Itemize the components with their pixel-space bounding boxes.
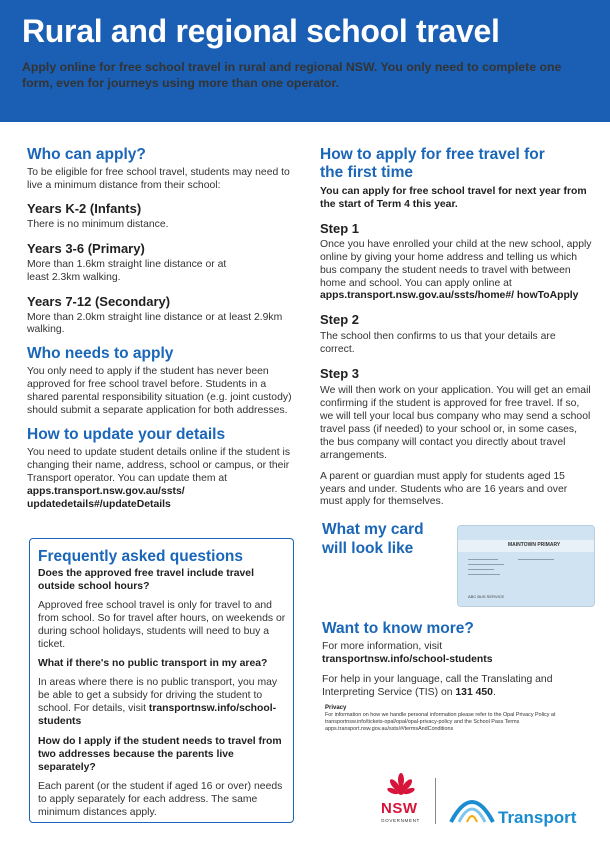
step-3-text: We will then work on your application. You will get an email confirming if the student is approved for free travel. If so, we will tell your local bus company who may send a school travel pass (if needed) to your school or, in some cases, the bus company will contact you directly about travel arrangements. bbox=[320, 385, 591, 461]
page-subtitle: Apply online for free school travel in rural and regional NSW. You only need to complete one form, even for journeys using more than one operator. bbox=[22, 60, 562, 90]
header-banner bbox=[0, 0, 610, 122]
step-1-link[interactable]: apps.transport.nsw.gov.au/ssts/home#/ howToApply bbox=[320, 290, 579, 302]
faq-heading: Frequently asked questions bbox=[38, 548, 243, 565]
tis-phone[interactable]: 131 450 bbox=[455, 686, 493, 698]
card-line bbox=[518, 559, 554, 560]
privacy-text: For information on how we handle personal information please refer to the Opal Privacy Policy at transportnsw.info/tickets-opal/opal/opal-privacy-policy and the School Pass Terms apps.transport.nsw.gov.au/ssts/#/termsAndConditions bbox=[325, 712, 556, 732]
faq-question-1: Does the approved free travel include travel outside school hours? bbox=[38, 568, 254, 592]
faq-answer-2 bbox=[38, 677, 286, 729]
privacy-heading: Privacy bbox=[325, 705, 347, 711]
group-secondary-text: More than 2.0km straight line distance or at least 2.9km walking. bbox=[27, 311, 283, 336]
step-1-body: Once you have enrolled your child at the new school, apply online by giving your home address and telling us which bus company the student needs to travel with between home and school. You can apply online at bbox=[320, 238, 592, 289]
sample-card-image bbox=[457, 525, 595, 607]
group-primary-title: Years 3-6 (Primary) bbox=[27, 240, 145, 256]
step-3-title: Step 3 bbox=[320, 366, 360, 382]
step-1-title: Step 1 bbox=[320, 220, 360, 236]
left-column bbox=[27, 146, 297, 512]
logo-divider bbox=[435, 778, 436, 824]
how-to-apply-heading: How to apply for free travel for the first time bbox=[320, 146, 545, 181]
page-title: Rural and regional school travel bbox=[22, 13, 500, 49]
group-primary-text: More than 1.6km straight line distance or at least 2.3km walking. bbox=[27, 258, 227, 283]
more-help bbox=[322, 674, 597, 700]
faq-answer-2-body: In areas where there is no public transport, you may be able to get a subsidy for driving the student to school. For details, visit bbox=[38, 677, 278, 715]
nsw-logo-text: NSW bbox=[381, 800, 418, 817]
card-line bbox=[468, 564, 504, 565]
privacy-section bbox=[325, 704, 595, 733]
faq-answer-3: Each parent (or the student if aged 16 or over) needs to apply separately for each address. The same minimum distances apply. bbox=[38, 780, 283, 818]
who-needs-heading: Who needs to apply bbox=[27, 345, 174, 363]
step-2-title: Step 2 bbox=[320, 312, 360, 328]
faq-answer-2-link[interactable]: transportnsw.info/school-students bbox=[38, 703, 277, 728]
update-text bbox=[27, 447, 297, 512]
more-info: For more information, visit bbox=[322, 641, 443, 652]
who-can-apply-heading: Who can apply? bbox=[27, 146, 146, 163]
more-section bbox=[322, 620, 597, 700]
faq-question-2: What if there's no public transport in my area? bbox=[38, 658, 268, 670]
more-help-body: For help in your language, call the Translating and Interpreting Service (TIS) on bbox=[322, 673, 553, 698]
faq-question-3: How do I apply if the student needs to travel from two addresses because the parents live separately? bbox=[38, 735, 282, 773]
more-help-end: . bbox=[492, 686, 496, 698]
transport-logo-text: Transport bbox=[498, 808, 577, 827]
nsw-government-text: GOVERNMENT bbox=[381, 818, 420, 823]
waratah-logo-icon bbox=[387, 772, 415, 800]
transport-logo-icon bbox=[447, 782, 497, 826]
logos bbox=[375, 770, 595, 830]
who-needs-text: You only need to apply if the student has never been approved for free school travel before. Students in a shared parental responsibility situation (e.g. joint custody) should submit a separate application for both addresses. bbox=[27, 366, 292, 417]
faq-answer-1: Approved free school travel is only for travel to and from school. So for travel after hours, on weekends or during school holidays, students will need to buy a ticket. bbox=[38, 599, 286, 650]
more-link[interactable]: transportnsw.info/school-students bbox=[322, 653, 493, 665]
card-school: MAINTOWN PRIMARY bbox=[508, 542, 561, 548]
group-secondary-title: Years 7-12 (Secondary) bbox=[27, 293, 171, 309]
right-column bbox=[320, 146, 592, 509]
card-heading: What my card will look like bbox=[322, 521, 424, 557]
step-2-text: The school then confirms to us that your details are correct. bbox=[320, 331, 556, 356]
more-heading: Want to know more? bbox=[322, 620, 474, 637]
card-line bbox=[468, 559, 498, 560]
how-to-apply-intro: You can apply for free school travel for next year from the start of Term 4 this year. bbox=[320, 186, 587, 210]
update-link[interactable]: apps.transport.nsw.gov.au/ssts/ updatedetails#/updateDetails bbox=[27, 485, 185, 510]
update-heading: How to update your details bbox=[27, 425, 226, 443]
who-can-apply-intro: To be eligible for free school travel, students may need to live a minimum distance from their school: bbox=[27, 167, 290, 191]
age-note: A parent or guardian must apply for students aged 15 years and under. Students who are 16 years and over must apply for themselves. bbox=[320, 470, 568, 508]
faq-box bbox=[29, 538, 294, 823]
card-operator: ABC BUS SERVICE bbox=[468, 594, 505, 599]
card-line bbox=[468, 569, 494, 570]
card-line bbox=[468, 574, 500, 575]
update-body: You need to update student details online if the student is changing their name, address, school or campus, or their Transport operator. You can update them at bbox=[27, 446, 291, 484]
step-1-text bbox=[320, 239, 592, 304]
group-infants-text: There is no minimum distance. bbox=[27, 218, 169, 230]
group-infants-title: Years K-2 (Infants) bbox=[27, 200, 142, 216]
